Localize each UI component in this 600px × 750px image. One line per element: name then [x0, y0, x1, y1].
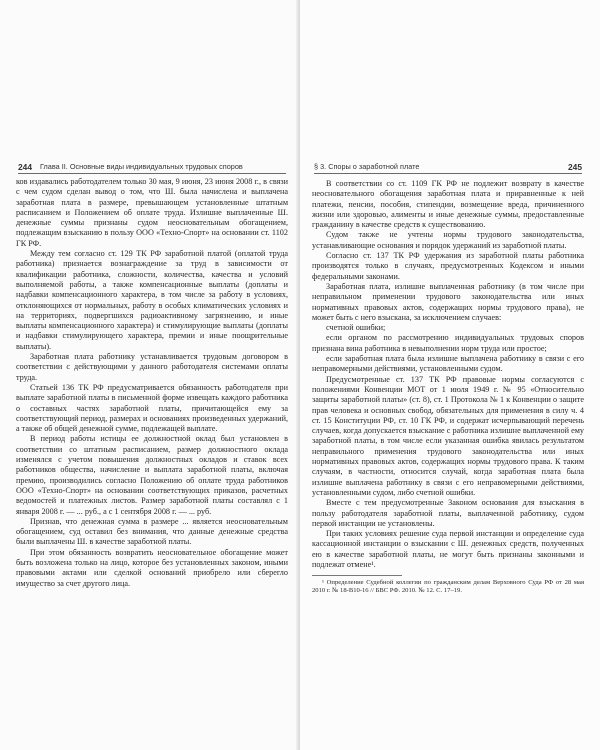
footnote-separator [312, 575, 402, 576]
page-number: 244 [18, 162, 32, 172]
section-title: § 3. Споры о заработной плате [314, 162, 420, 171]
paragraph: Заработная плата работнику устанавливается трудовым договором в соответствии с действующими у данного работодателя системами оплаты труда. [16, 352, 288, 382]
running-header [314, 161, 582, 174]
paragraph: Согласно ст. 137 ТК РФ удержания из заработной платы работника производятся только в случаях, предусмотренных Кодексом и иными федеральными законами. [312, 251, 584, 281]
page-body [16, 177, 288, 589]
paragraph: При таких условиях решение суда первой инстанции и определение суда кассационной инстанции о взыскании с Ш. денежных средств, полученных ею в качестве заработной платы, не могут быть признаны законными и подлежат отмене¹. [312, 529, 584, 569]
footnote: ¹ Определение Судебной коллегии по гражданским делам Верховного Суда РФ от 28 мая 2010 г. № 18-В10-16 // БВС РФ. 2010. № 12. С. 17–19. [312, 579, 584, 595]
paragraph: ков издавались работодателем только 30 мая, 9 июня, 23 июня 2008 г., в связи с чем судом сделан вывод о том, что Ш. была начислена и выплачена заработная плата в размере, превышающем установленные штатным расписанием и Положением об оплате труда. Излишне выплаченные Ш. денежные суммы признаны судом неосновательным обогащением, подлежащим взысканию в пользу ООО «Техно-Спорт» на основании ст. 1102 ГК РФ. [16, 177, 288, 248]
paragraph: В период работы истицы ее должностной оклад был установлен в соответствии со штатным расписанием, размер должностного оклада изменялся с учетом повышения должностных окладов и ставок всех работников общества, начисление и выплата заработной платы, включая премию, производились согласно Положению об оплате труда работников ООО «Техно-Спорт» на основании соответствующих приказов, расчетных ведомостей и платежных листов. Размер заработной платы составлял с 1 января 2008 г. — ... руб., а с 1 сентября 2008 г. — ... руб. [16, 434, 288, 516]
right-page [300, 0, 600, 750]
list-item: счетной ошибки; [326, 323, 386, 333]
running-header [18, 161, 286, 174]
page-number: 245 [568, 162, 582, 172]
paragraph: Предусмотренные ст. 137 ТК РФ правовые нормы согласуются с положениями Конвенции МОТ от 1 июля 1949 г. № 95 «Относительно защиты заработной платы» (ст. 8), ст. 1 Протокола № 1 к Конвенции о защите прав человека и основных свобод, обязательных для применения в силу ч. 4 ст. 15 Конституции РФ, ст. 10 ГК РФ, и содержат исчерпывающий перечень случаев, когда допускается взыскание с работника излишне выплаченной ему заработной платы, в том числе если указанная ошибка явилась результатом неправильного применения трудового законодательства или иных нормативных правовых актов, содержащих нормы трудового права. К таким случаям, в частности, относится случай, когда заработная плата была излишне выплачена работнику в связи с его неправомерными действиями, установленными судом, либо счетной ошибки. [312, 374, 584, 497]
paragraph: Между тем согласно ст. 129 ТК РФ заработной платой (оплатой труда работника) признается вознаграждение за труд в зависимости от квалификации работника, сложности, количества, качества и условий выполняемой работы, а также компенсационные выплаты (доплаты и надбавки компенсационного характера, в том числе за работу в условиях, отклоняющихся от нормальных, работу в особых климатических условиях и на территориях, подвергшихся радиоактивному загрязнению, и иные выплаты компенсационного характера) и стимулирующие выплаты (доплаты и надбавки стимулирующего характера, премии и иные поощрительные выплаты). [16, 249, 288, 351]
paragraph: Заработная плата, излишне выплаченная работнику (в том числе при неправильном применении трудового законодательства или иных нормативных правовых актов, содержащих нормы трудового права), не может быть с него взыскана, за исключением случаев: [312, 281, 584, 322]
list-item: если органом по рассмотрению индивидуальных трудовых споров признана вина работника в невыполнении норм труда или простое; [312, 333, 584, 353]
paragraph: Статьей 136 ТК РФ предусматривается обязанность работодателя при выплате заработной платы в письменной форме извещать каждого работника о составных частях заработной платы, причитающейся ему за соответствующий период, размерах и основаниях произведенных удержаний, а также об общей денежной сумме, подлежащей выплате. [16, 382, 288, 434]
list-item: если заработная плата была излишне выплачена работнику в связи с его неправомерными действиями, установленными судом. [312, 354, 584, 374]
page-body [312, 179, 584, 596]
paragraph: Признав, что денежная сумма в размере ... является неосновательным обогащением, суд оставил без внимания, что данные денежные средства были выплачены Ш. в качестве заработной платы. [16, 516, 288, 547]
paragraph: Судом также не учтены нормы трудового законодательства, устанавливающие основания и порядок удержаний из заработной платы. [312, 230, 584, 250]
paragraph: При этом обязанность возвратить неосновательное обогащение может быть возложена только на лицо, которое без установленных законом, иными правовыми актами или сделкой оснований приобрело или сберегло имущество за счет другого лица. [16, 547, 288, 588]
paragraph: В соответствии со ст. 1109 ГК РФ не подлежит возврату в качестве неосновательного обогащения заработная плата и приравненные к ней платежи, пенсии, пособия, стипендии, возмещение вреда, причиненного жизни или здоровью, алименты и иные денежные суммы, предоставленные гражданину в качестве средств к существованию. [312, 179, 584, 230]
paragraph: Вместе с тем предусмотренные Законом основания для взыскания в пользу работодателя заработной платы, выплаченной работнику, судом первой инстанции не установлены. [312, 498, 584, 528]
chapter-title: Глава II. Основные виды индивидуальных трудовых споров [40, 162, 243, 171]
